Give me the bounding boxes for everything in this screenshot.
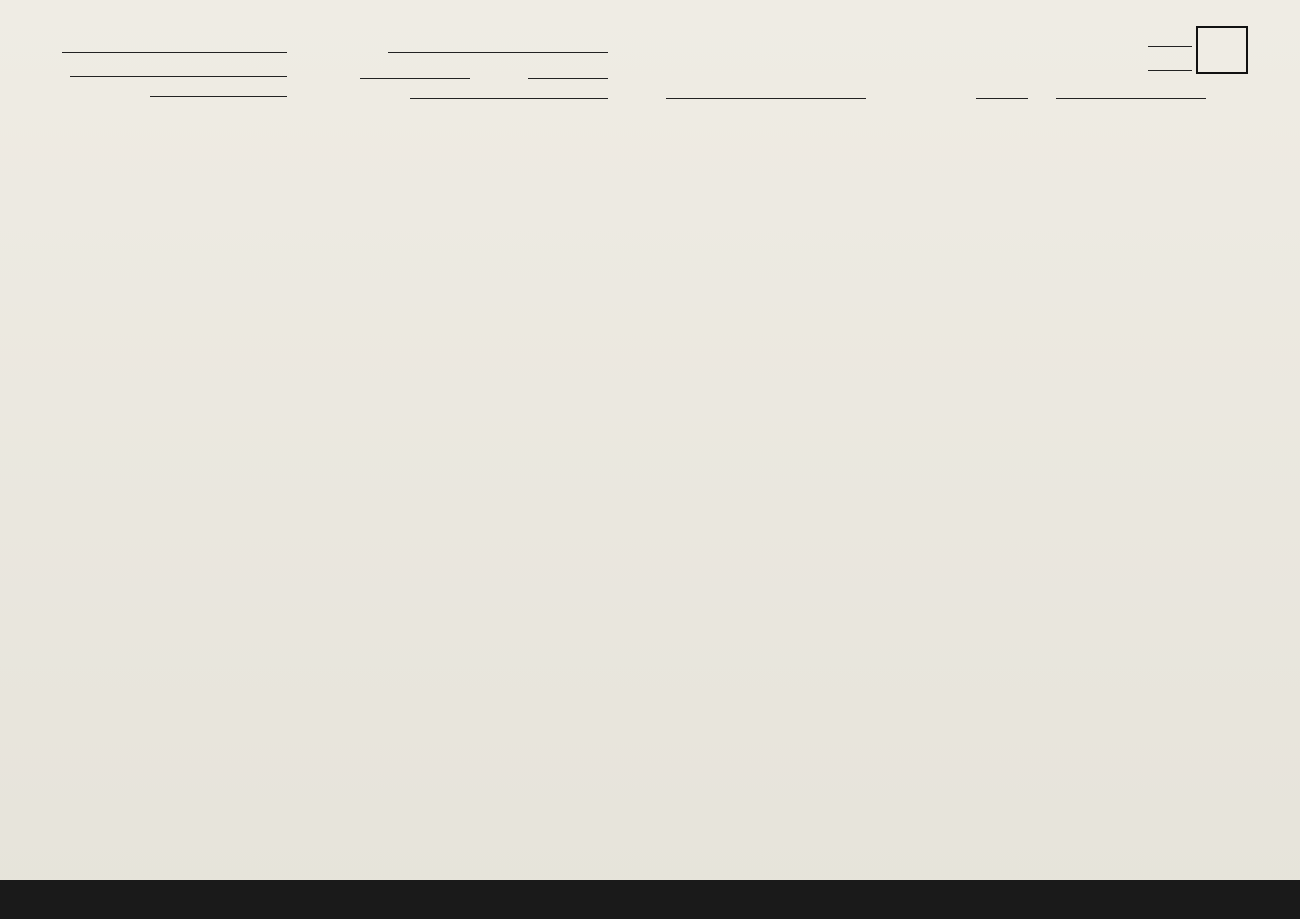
schedule-footer — [0, 880, 1300, 919]
